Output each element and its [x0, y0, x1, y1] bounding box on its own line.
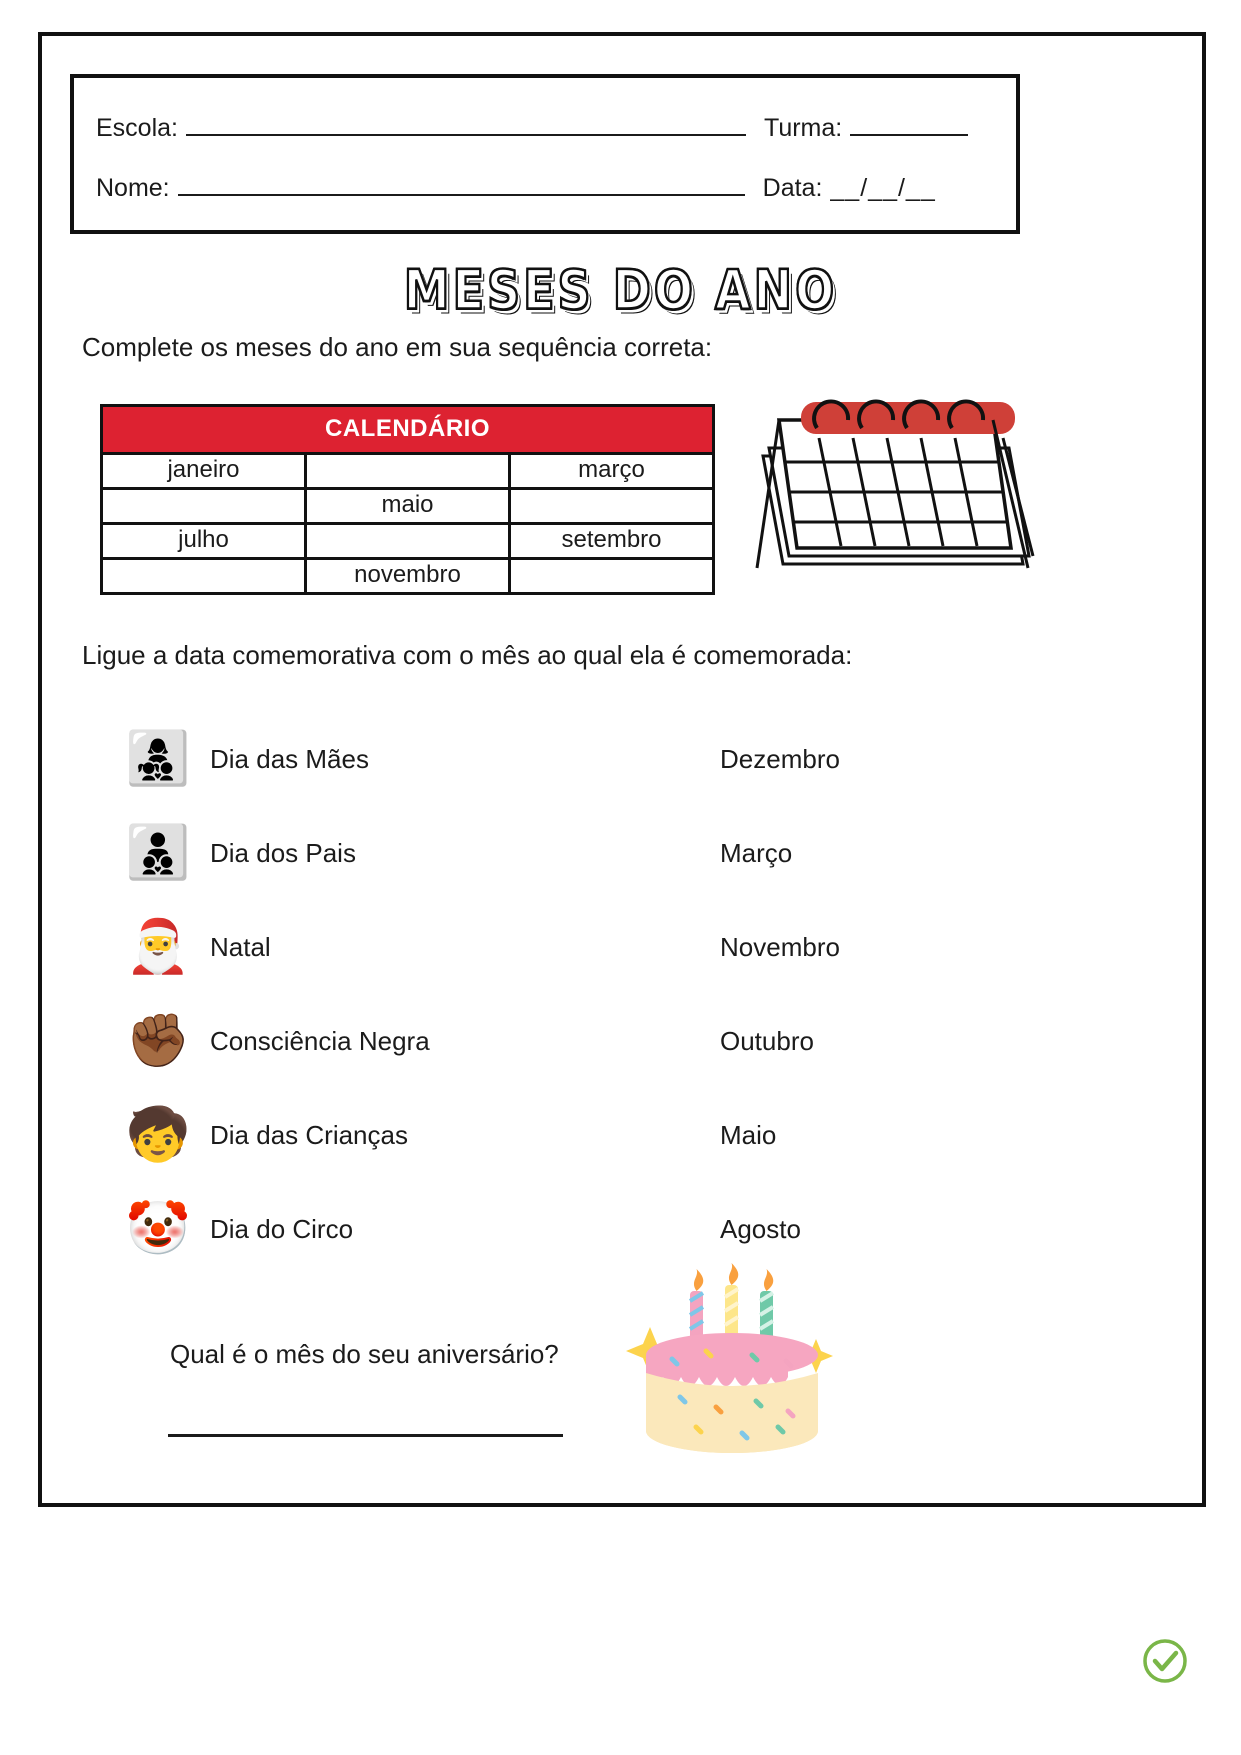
month-cell[interactable]: setembro: [510, 524, 714, 559]
birthday-cake-icon: [620, 1255, 850, 1475]
birthday-answer-line[interactable]: [168, 1434, 563, 1437]
list-item: [120, 712, 1120, 806]
matching-right-item[interactable]: Maio: [720, 1119, 777, 1150]
escola-input-line[interactable]: [186, 116, 746, 136]
matching-left-item[interactable]: [120, 1182, 353, 1276]
matching-left-label: Natal: [210, 931, 271, 962]
matching-right-item[interactable]: Dezembro: [720, 743, 840, 774]
turma-label: Turma:: [763, 114, 843, 142]
santa-claus-icon: 🎅: [125, 917, 191, 977]
table-row: [102, 524, 714, 559]
calendar-table-title: CALENDÁRIO: [102, 406, 714, 454]
month-cell[interactable]: maio: [306, 489, 510, 524]
list-item: [120, 806, 1120, 900]
table-row: [102, 489, 714, 524]
month-cell[interactable]: [306, 454, 510, 489]
green-check-logo: [1142, 1638, 1188, 1684]
instruction-complete-months: Complete os meses do ano em sua sequência correta:: [82, 332, 713, 362]
matching-left-item[interactable]: [120, 900, 271, 994]
raised-fist-icon: ✊🏾: [125, 1011, 191, 1071]
list-item: [120, 1088, 1120, 1182]
matching-left-label: Dia dos Pais: [210, 837, 356, 868]
month-cell[interactable]: [102, 489, 306, 524]
identification-row-school: [74, 114, 1016, 143]
page-title: MESES DO ANO: [403, 258, 838, 322]
month-cell[interactable]: novembro: [306, 559, 510, 594]
matching-exercise: [120, 712, 1120, 1276]
list-item: [120, 900, 1120, 994]
student-identification-box: [70, 74, 1020, 234]
instruction-match-dates: Ligue a data comemorativa com o mês ao qual ela é comemorada:: [82, 640, 853, 670]
identification-row-name: [74, 174, 1016, 203]
escola-label: Escola:: [96, 114, 178, 142]
month-cell[interactable]: [510, 559, 714, 594]
children-day-icon: 🧒: [125, 1105, 191, 1165]
matching-right-item[interactable]: Março: [720, 837, 793, 868]
month-cell[interactable]: [510, 489, 714, 524]
clown-face-icon: 🤡: [125, 1199, 191, 1259]
mothers-day-icon: 👩‍👧‍👦: [125, 729, 191, 789]
calendar-table-body: [102, 454, 714, 594]
birthday-question: Qual é o mês do seu aniversário?: [170, 1339, 559, 1369]
month-cell[interactable]: julho: [102, 524, 306, 559]
list-item: [120, 994, 1120, 1088]
matching-left-label: Dia do Circo: [210, 1213, 354, 1244]
month-cell[interactable]: janeiro: [102, 454, 306, 489]
fathers-day-icon: 👨‍👦‍👦: [125, 823, 191, 883]
month-cell[interactable]: [102, 559, 306, 594]
data-input-slots[interactable]: __/__/__: [830, 174, 936, 202]
matching-right-item[interactable]: Agosto: [720, 1213, 801, 1244]
table-row: [102, 454, 714, 489]
matching-left-item[interactable]: [120, 1088, 408, 1182]
month-cell[interactable]: março: [510, 454, 714, 489]
matching-left-label: Consciência Negra: [210, 1025, 430, 1056]
desk-calendar-icon: [745, 378, 1035, 583]
nome-input-line[interactable]: [178, 176, 745, 196]
matching-right-item[interactable]: Novembro: [720, 931, 840, 962]
data-label: Data:: [762, 174, 823, 202]
nome-label: Nome:: [96, 174, 170, 202]
matching-left-label: Dia das Crianças: [210, 1119, 408, 1150]
table-row: [102, 559, 714, 594]
matching-left-label: Dia das Mães: [210, 743, 369, 774]
matching-left-item[interactable]: [120, 806, 356, 900]
matching-left-item[interactable]: [120, 994, 430, 1088]
matching-right-item[interactable]: Outubro: [720, 1025, 814, 1056]
turma-input-line[interactable]: [850, 116, 968, 136]
matching-left-item[interactable]: [120, 712, 369, 806]
calendar-table-header-row: [102, 406, 714, 454]
month-cell[interactable]: [306, 524, 510, 559]
calendar-table: [100, 404, 715, 595]
